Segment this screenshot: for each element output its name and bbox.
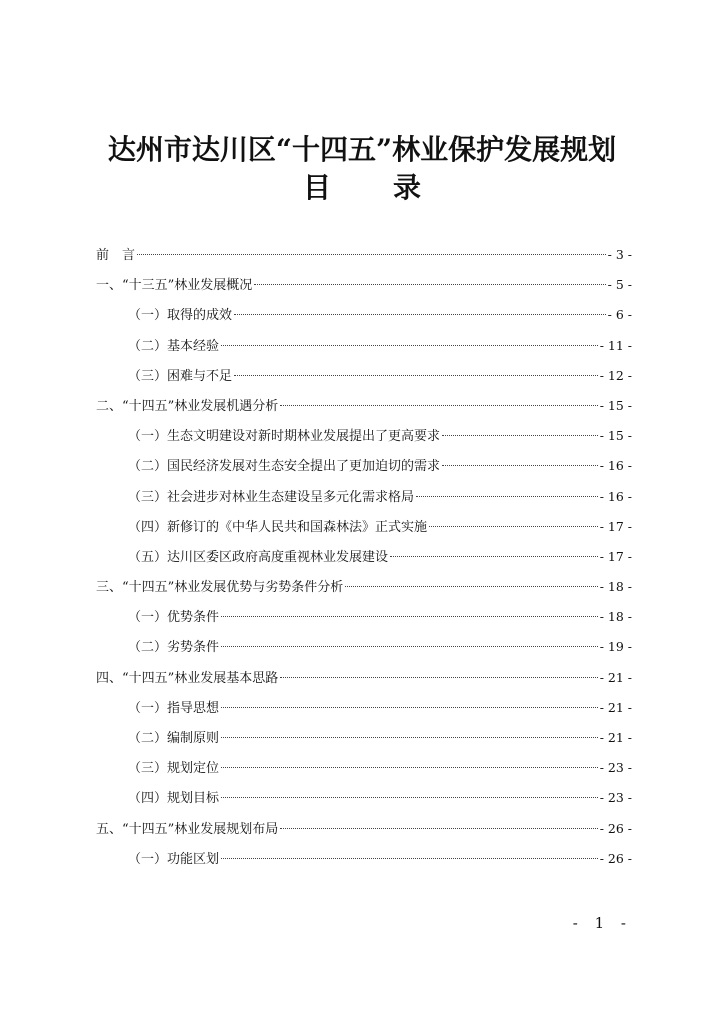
- toc-heading-char-1: 目: [302, 171, 331, 204]
- toc-leader-dots: [429, 526, 598, 527]
- toc-entry-page: - 23 -: [599, 760, 632, 776]
- toc-leader-dots: [221, 646, 598, 647]
- toc-entry-label: 三、“十四五”林业发展优势与劣势条件分析: [96, 580, 344, 596]
- toc-entry[interactable]: [96, 542, 632, 572]
- toc-entry-page: - 16 -: [599, 458, 632, 474]
- toc-leader-dots: [280, 828, 597, 829]
- toc-entry[interactable]: [96, 602, 632, 632]
- toc-entry-page: - 19 -: [599, 639, 632, 655]
- toc-entry-page: - 21 -: [599, 699, 632, 715]
- toc-entry[interactable]: [96, 844, 632, 874]
- toc-entry[interactable]: [96, 451, 632, 481]
- toc-entry[interactable]: [96, 663, 632, 693]
- toc-entry-label: （二）编制原则: [128, 731, 220, 746]
- toc-entry-label: 五、“十四五”林业发展规划布局: [96, 821, 279, 837]
- toc-leader-dots: [221, 767, 598, 768]
- toc-entry-page: - 16 -: [599, 488, 632, 504]
- toc-leader-dots: [442, 435, 598, 436]
- toc-entry-page: - 5 -: [607, 277, 632, 293]
- toc-entry-label: （五）达川区委区政府高度重视林业发展建设: [128, 549, 389, 565]
- toc-entry[interactable]: [96, 361, 632, 391]
- toc-leader-dots: [221, 616, 598, 617]
- toc-entry-page: - 11 -: [599, 337, 632, 353]
- toc-entry[interactable]: [96, 693, 632, 723]
- toc-leader-dots: [221, 345, 598, 346]
- toc-entry[interactable]: [96, 331, 632, 361]
- toc-entry-label: （一）生态文明建设对新时期林业发展提出了更高要求: [128, 429, 441, 445]
- toc-entry-label: （三）规划定位: [128, 761, 220, 777]
- toc-entry-page: - 15 -: [599, 428, 632, 444]
- toc-entry[interactable]: [96, 482, 632, 512]
- toc-leader-dots: [221, 858, 598, 859]
- toc-entry-label: （二）劣势条件: [128, 640, 220, 656]
- toc-entry-label: 四、“十四五”林业发展基本思路: [96, 670, 279, 686]
- table-of-contents: [96, 240, 632, 874]
- toc-entry-label: （二）国民经济发展对生态安全提出了更加迫切的需求: [128, 459, 441, 475]
- toc-entry[interactable]: [96, 300, 632, 330]
- toc-entry-label: 二、“十四五”林业发展机遇分析: [96, 398, 279, 414]
- toc-entry-page: - 18 -: [599, 609, 632, 625]
- toc-entry-label: （一）优势条件: [128, 610, 220, 626]
- toc-leader-dots: [254, 284, 605, 285]
- page-number: - 1 -: [572, 914, 632, 932]
- toc-leader-dots: [137, 254, 606, 255]
- toc-entry-label: （三）社会进步对林业生态建设呈多元化需求格局: [128, 489, 415, 505]
- toc-entry-label: （一）指导思想: [128, 700, 220, 716]
- toc-entry-page: - 18 -: [599, 579, 632, 595]
- toc-leader-dots: [280, 405, 597, 406]
- toc-leader-dots: [234, 314, 606, 315]
- document-title: 达州市达川区“十四五”林业保护发展规划: [107, 133, 617, 166]
- toc-heading-char-2: 录: [393, 171, 422, 204]
- toc-entry[interactable]: [96, 391, 632, 421]
- toc-entry[interactable]: [96, 753, 632, 783]
- toc-entry[interactable]: [96, 270, 632, 300]
- toc-entry-page: - 21 -: [599, 730, 632, 745]
- toc-entry[interactable]: [96, 632, 632, 662]
- toc-leader-dots: [234, 375, 598, 376]
- toc-entry-label: 一、“十三五”林业发展概况: [96, 278, 253, 294]
- toc-entry-page: - 21 -: [599, 669, 632, 685]
- toc-entry-page: - 26 -: [599, 850, 632, 866]
- toc-leader-dots: [221, 797, 598, 798]
- toc-entry-page: - 23 -: [599, 790, 632, 806]
- toc-entry[interactable]: [96, 783, 632, 813]
- toc-leader-dots: [221, 707, 598, 708]
- toc-entry-page: - 15 -: [599, 397, 632, 413]
- toc-entry[interactable]: [96, 512, 632, 542]
- toc-entry-label: （四）新修订的《中华人民共和国森林法》正式实施: [128, 519, 428, 535]
- toc-leader-dots: [390, 556, 598, 557]
- toc-entry-label: （一）功能区划: [128, 851, 220, 867]
- toc-entry-page: - 6 -: [607, 307, 632, 323]
- toc-leader-dots: [345, 586, 597, 587]
- toc-leader-dots: [221, 737, 598, 738]
- toc-entry[interactable]: [96, 814, 632, 844]
- toc-entry-label: （三）困难与不足: [128, 368, 233, 384]
- toc-entry-label: （四）规划目标: [128, 791, 220, 807]
- toc-entry[interactable]: [96, 572, 632, 602]
- toc-entry[interactable]: [96, 421, 632, 451]
- toc-entry[interactable]: [96, 240, 632, 270]
- toc-entry-page: - 17 -: [599, 548, 632, 564]
- toc-entry[interactable]: [96, 723, 632, 753]
- toc-leader-dots: [280, 677, 597, 678]
- toc-entry-page: - 3 -: [607, 247, 632, 262]
- toc-leader-dots: [442, 465, 598, 466]
- toc-entry-label: （二）基本经验: [128, 338, 220, 354]
- toc-heading: [0, 168, 724, 208]
- toc-leader-dots: [416, 496, 598, 497]
- toc-entry-label: （一）取得的成效: [128, 308, 233, 324]
- toc-entry-page: - 26 -: [599, 820, 632, 836]
- toc-entry-page: - 17 -: [599, 518, 632, 534]
- toc-entry-page: - 12 -: [599, 367, 632, 383]
- toc-entry-label: 前 言: [96, 248, 136, 263]
